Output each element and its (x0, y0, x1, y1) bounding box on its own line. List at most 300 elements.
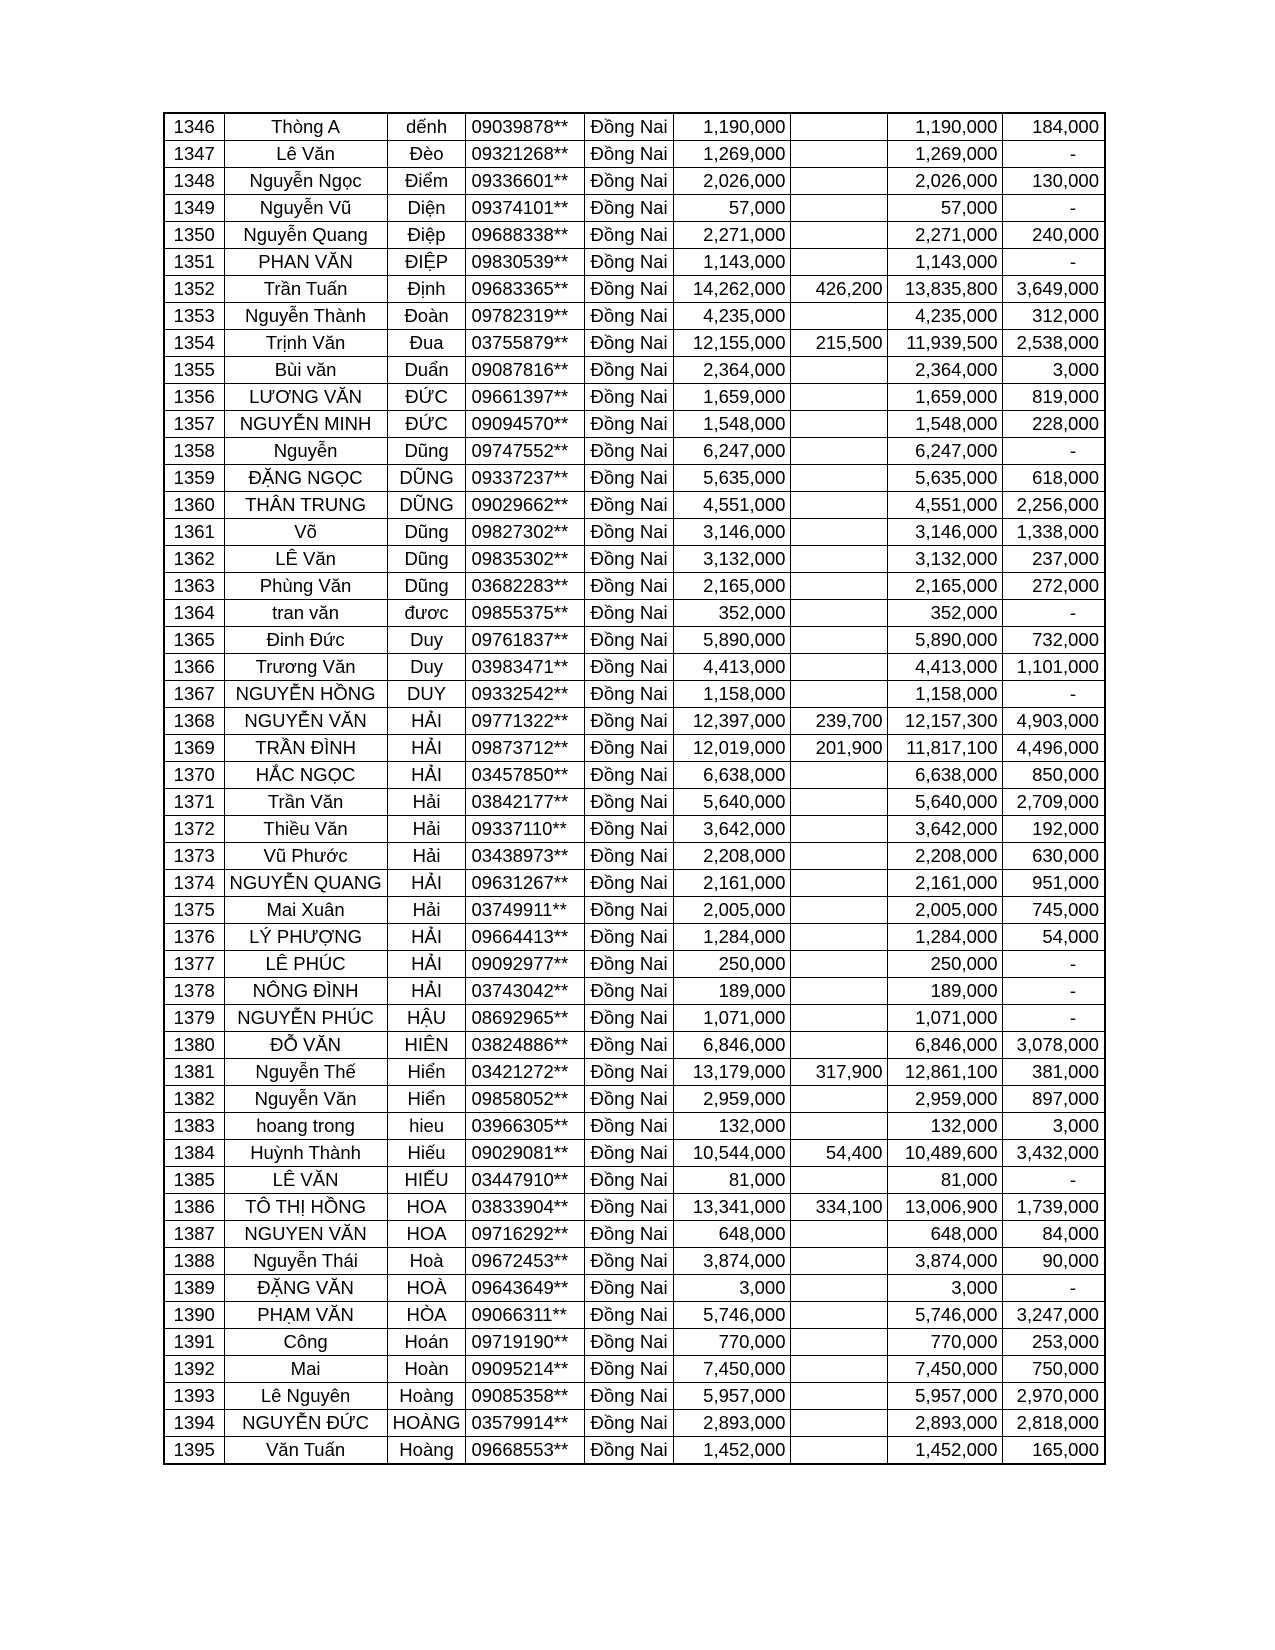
cell-phone: 09039878** (466, 113, 585, 141)
cell-first-name: Điểm (387, 168, 466, 195)
cell-amount-extra: 165,000 (1003, 1437, 1105, 1465)
cell-province: Đồng Nai (585, 924, 674, 951)
cell-amount-extra: - (1003, 195, 1105, 222)
cell-amount-extra: 897,000 (1003, 1086, 1105, 1113)
cell-phone: 03421272** (466, 1059, 585, 1086)
table-row (164, 924, 1105, 951)
cell-first-name: Đèo (387, 141, 466, 168)
cell-first-name: HIÊN (387, 1032, 466, 1059)
cell-amount-net: 648,000 (888, 1221, 1003, 1248)
cell-province: Đồng Nai (585, 681, 674, 708)
cell-amount-net: 132,000 (888, 1113, 1003, 1140)
cell-province: Đồng Nai (585, 735, 674, 762)
cell-amount-net: 11,939,500 (888, 330, 1003, 357)
cell-last-middle-name: NGUYỄN VĂN (224, 708, 387, 735)
cell-row-number: 1369 (164, 735, 224, 762)
cell-last-middle-name: Phùng Văn (224, 573, 387, 600)
cell-last-middle-name: Trần Tuấn (224, 276, 387, 303)
cell-amount-net: 12,157,300 (888, 708, 1003, 735)
cell-first-name: Hải (387, 789, 466, 816)
cell-province: Đồng Nai (585, 384, 674, 411)
cell-last-middle-name: LƯƠNG VĂN (224, 384, 387, 411)
table-row (164, 1356, 1105, 1383)
cell-province: Đồng Nai (585, 276, 674, 303)
cell-row-number: 1378 (164, 978, 224, 1005)
cell-row-number: 1374 (164, 870, 224, 897)
cell-phone: 09827302** (466, 519, 585, 546)
cell-amount-extra: 2,256,000 (1003, 492, 1105, 519)
cell-amount-deduction (791, 303, 888, 330)
cell-amount-deduction (791, 681, 888, 708)
cell-amount-deduction: 426,200 (791, 276, 888, 303)
cell-first-name: Hiếu (387, 1140, 466, 1167)
cell-amount-total: 770,000 (674, 1329, 791, 1356)
cell-last-middle-name: Nguyễn (224, 438, 387, 465)
cell-amount-total: 1,269,000 (674, 141, 791, 168)
cell-amount-total: 14,262,000 (674, 276, 791, 303)
cell-province: Đồng Nai (585, 1383, 674, 1410)
cell-amount-deduction (791, 546, 888, 573)
cell-first-name: HẢI (387, 708, 466, 735)
cell-amount-deduction (791, 168, 888, 195)
cell-amount-deduction (791, 1113, 888, 1140)
cell-amount-extra: 3,078,000 (1003, 1032, 1105, 1059)
cell-last-middle-name: NGUYEN VĂN (224, 1221, 387, 1248)
cell-last-middle-name: TRẦN ĐÌNH (224, 735, 387, 762)
cell-first-name: Hoán (387, 1329, 466, 1356)
cell-amount-extra: - (1003, 1005, 1105, 1032)
table-row (164, 1167, 1105, 1194)
cell-first-name: HẢI (387, 951, 466, 978)
cell-province: Đồng Nai (585, 870, 674, 897)
cell-first-name: HẢI (387, 762, 466, 789)
cell-phone: 09858052** (466, 1086, 585, 1113)
cell-amount-total: 1,158,000 (674, 681, 791, 708)
cell-province: Đồng Nai (585, 762, 674, 789)
cell-amount-extra: 90,000 (1003, 1248, 1105, 1275)
table-row (164, 897, 1105, 924)
cell-amount-deduction (791, 1302, 888, 1329)
cell-phone: 03749911** (466, 897, 585, 924)
cell-amount-extra: 381,000 (1003, 1059, 1105, 1086)
cell-province: Đồng Nai (585, 357, 674, 384)
cell-amount-total: 12,397,000 (674, 708, 791, 735)
cell-first-name: Dũng (387, 438, 466, 465)
cell-amount-net: 2,026,000 (888, 168, 1003, 195)
cell-phone: 09321268** (466, 141, 585, 168)
cell-last-middle-name: LÝ PHƯỢNG (224, 924, 387, 951)
cell-row-number: 1389 (164, 1275, 224, 1302)
cell-first-name: Duẩn (387, 357, 466, 384)
cell-amount-total: 1,548,000 (674, 411, 791, 438)
cell-amount-net: 352,000 (888, 600, 1003, 627)
cell-row-number: 1371 (164, 789, 224, 816)
cell-amount-total: 132,000 (674, 1113, 791, 1140)
cell-row-number: 1385 (164, 1167, 224, 1194)
cell-first-name: HẢI (387, 735, 466, 762)
cell-province: Đồng Nai (585, 789, 674, 816)
cell-amount-net: 6,638,000 (888, 762, 1003, 789)
cell-row-number: 1382 (164, 1086, 224, 1113)
table-row (164, 357, 1105, 384)
cell-row-number: 1363 (164, 573, 224, 600)
cell-amount-total: 6,247,000 (674, 438, 791, 465)
cell-amount-net: 1,158,000 (888, 681, 1003, 708)
cell-amount-extra: 54,000 (1003, 924, 1105, 951)
cell-row-number: 1353 (164, 303, 224, 330)
cell-phone: 09643649** (466, 1275, 585, 1302)
cell-phone: 03579914** (466, 1410, 585, 1437)
cell-province: Đồng Nai (585, 1437, 674, 1465)
table-row (164, 951, 1105, 978)
cell-amount-total: 1,143,000 (674, 249, 791, 276)
cell-amount-total: 2,005,000 (674, 897, 791, 924)
cell-row-number: 1367 (164, 681, 224, 708)
table-row (164, 600, 1105, 627)
cell-phone: 09029081** (466, 1140, 585, 1167)
cell-row-number: 1362 (164, 546, 224, 573)
cell-phone: 09830539** (466, 249, 585, 276)
cell-amount-deduction: 54,400 (791, 1140, 888, 1167)
cell-amount-deduction (791, 384, 888, 411)
cell-amount-deduction (791, 465, 888, 492)
cell-province: Đồng Nai (585, 1275, 674, 1302)
cell-province: Đồng Nai (585, 1032, 674, 1059)
cell-first-name: HẢI (387, 870, 466, 897)
cell-amount-net: 2,271,000 (888, 222, 1003, 249)
cell-last-middle-name: Mai Xuân (224, 897, 387, 924)
cell-first-name: ĐIỆP (387, 249, 466, 276)
cell-last-middle-name: NGUYỄN ĐỨC (224, 1410, 387, 1437)
cell-amount-deduction (791, 1005, 888, 1032)
cell-province: Đồng Nai (585, 141, 674, 168)
cell-province: Đồng Nai (585, 1059, 674, 1086)
table-row (164, 978, 1105, 1005)
table-row (164, 222, 1105, 249)
table-row (164, 1140, 1105, 1167)
table-row (164, 303, 1105, 330)
cell-first-name: DUY (387, 681, 466, 708)
cell-amount-net: 1,190,000 (888, 113, 1003, 141)
cell-row-number: 1375 (164, 897, 224, 924)
table-row (164, 681, 1105, 708)
cell-amount-deduction (791, 573, 888, 600)
table-row (164, 492, 1105, 519)
cell-last-middle-name: ĐẶNG VĂN (224, 1275, 387, 1302)
cell-amount-net: 6,846,000 (888, 1032, 1003, 1059)
table-row (164, 1059, 1105, 1086)
cell-amount-total: 5,957,000 (674, 1383, 791, 1410)
cell-amount-net: 3,000 (888, 1275, 1003, 1302)
cell-first-name: HOÀ (387, 1275, 466, 1302)
cell-phone: 09336601** (466, 168, 585, 195)
cell-amount-total: 3,132,000 (674, 546, 791, 573)
cell-province: Đồng Nai (585, 1302, 674, 1329)
cell-amount-total: 1,190,000 (674, 113, 791, 141)
cell-amount-total: 5,635,000 (674, 465, 791, 492)
table-row (164, 573, 1105, 600)
cell-row-number: 1393 (164, 1383, 224, 1410)
cell-amount-deduction (791, 627, 888, 654)
cell-amount-net: 2,959,000 (888, 1086, 1003, 1113)
cell-first-name: Hải (387, 897, 466, 924)
cell-last-middle-name: ĐỖ VĂN (224, 1032, 387, 1059)
cell-first-name: HIẾU (387, 1167, 466, 1194)
cell-amount-total: 5,640,000 (674, 789, 791, 816)
cell-amount-net: 11,817,100 (888, 735, 1003, 762)
cell-row-number: 1395 (164, 1437, 224, 1465)
cell-amount-deduction (791, 249, 888, 276)
cell-row-number: 1354 (164, 330, 224, 357)
cell-amount-net: 1,269,000 (888, 141, 1003, 168)
cell-amount-deduction (791, 1248, 888, 1275)
data-table (163, 112, 1106, 1465)
cell-amount-deduction (791, 1167, 888, 1194)
cell-row-number: 1358 (164, 438, 224, 465)
cell-row-number: 1390 (164, 1302, 224, 1329)
cell-amount-deduction (791, 1221, 888, 1248)
cell-province: Đồng Nai (585, 1167, 674, 1194)
cell-amount-deduction: 201,900 (791, 735, 888, 762)
cell-phone: 09719190** (466, 1329, 585, 1356)
table-row (164, 195, 1105, 222)
cell-amount-deduction (791, 978, 888, 1005)
cell-amount-net: 2,893,000 (888, 1410, 1003, 1437)
cell-row-number: 1392 (164, 1356, 224, 1383)
cell-amount-net: 4,235,000 (888, 303, 1003, 330)
cell-phone: 08692965** (466, 1005, 585, 1032)
cell-amount-total: 13,179,000 (674, 1059, 791, 1086)
cell-amount-total: 57,000 (674, 195, 791, 222)
cell-amount-net: 13,006,900 (888, 1194, 1003, 1221)
cell-province: Đồng Nai (585, 222, 674, 249)
cell-province: Đồng Nai (585, 519, 674, 546)
cell-amount-extra: 4,903,000 (1003, 708, 1105, 735)
cell-amount-deduction (791, 897, 888, 924)
cell-amount-deduction (791, 654, 888, 681)
cell-amount-total: 81,000 (674, 1167, 791, 1194)
cell-phone: 09688338** (466, 222, 585, 249)
cell-amount-deduction (791, 222, 888, 249)
cell-phone: 09835302** (466, 546, 585, 573)
cell-amount-total: 1,452,000 (674, 1437, 791, 1465)
cell-first-name: Đua (387, 330, 466, 357)
cell-last-middle-name: Văn Tuấn (224, 1437, 387, 1465)
cell-last-middle-name: hoang trong (224, 1113, 387, 1140)
cell-phone: 09782319** (466, 303, 585, 330)
cell-last-middle-name: NGUYỄN PHÚC (224, 1005, 387, 1032)
cell-province: Đồng Nai (585, 438, 674, 465)
table-row (164, 519, 1105, 546)
cell-amount-net: 2,161,000 (888, 870, 1003, 897)
cell-phone: 09087816** (466, 357, 585, 384)
cell-row-number: 1377 (164, 951, 224, 978)
cell-last-middle-name: Nguyễn Quang (224, 222, 387, 249)
cell-amount-total: 3,146,000 (674, 519, 791, 546)
table-row (164, 411, 1105, 438)
cell-row-number: 1368 (164, 708, 224, 735)
cell-phone: 09085358** (466, 1383, 585, 1410)
cell-amount-total: 12,019,000 (674, 735, 791, 762)
cell-row-number: 1356 (164, 384, 224, 411)
cell-row-number: 1394 (164, 1410, 224, 1437)
cell-amount-deduction: 317,900 (791, 1059, 888, 1086)
cell-amount-extra: 819,000 (1003, 384, 1105, 411)
cell-row-number: 1388 (164, 1248, 224, 1275)
cell-amount-total: 250,000 (674, 951, 791, 978)
cell-last-middle-name: Huỳnh Thành (224, 1140, 387, 1167)
cell-row-number: 1350 (164, 222, 224, 249)
cell-last-middle-name: NÔNG ĐÌNH (224, 978, 387, 1005)
cell-amount-deduction (791, 1329, 888, 1356)
cell-province: Đồng Nai (585, 465, 674, 492)
table-row (164, 654, 1105, 681)
cell-last-middle-name: Nguyễn Ngọc (224, 168, 387, 195)
cell-amount-total: 12,155,000 (674, 330, 791, 357)
cell-last-middle-name: Trương Văn (224, 654, 387, 681)
cell-amount-net: 2,005,000 (888, 897, 1003, 924)
cell-amount-deduction (791, 816, 888, 843)
cell-first-name: Dũng (387, 546, 466, 573)
table-row (164, 1383, 1105, 1410)
cell-last-middle-name: Bùi văn (224, 357, 387, 384)
cell-row-number: 1391 (164, 1329, 224, 1356)
cell-amount-total: 6,638,000 (674, 762, 791, 789)
cell-province: Đồng Nai (585, 978, 674, 1005)
cell-amount-extra: 272,000 (1003, 573, 1105, 600)
table-row (164, 735, 1105, 762)
cell-province: Đồng Nai (585, 168, 674, 195)
table-row (164, 1086, 1105, 1113)
cell-amount-deduction: 334,100 (791, 1194, 888, 1221)
cell-first-name: HÒA (387, 1302, 466, 1329)
cell-row-number: 1370 (164, 762, 224, 789)
cell-last-middle-name: Nguyễn Văn (224, 1086, 387, 1113)
table-row (164, 384, 1105, 411)
cell-province: Đồng Nai (585, 573, 674, 600)
cell-province: Đồng Nai (585, 600, 674, 627)
cell-amount-net: 5,746,000 (888, 1302, 1003, 1329)
cell-last-middle-name: LÊ PHÚC (224, 951, 387, 978)
cell-amount-total: 7,450,000 (674, 1356, 791, 1383)
table-row (164, 546, 1105, 573)
cell-province: Đồng Nai (585, 843, 674, 870)
cell-amount-total: 4,413,000 (674, 654, 791, 681)
cell-amount-deduction (791, 951, 888, 978)
cell-amount-extra: - (1003, 1167, 1105, 1194)
cell-phone: 03842177** (466, 789, 585, 816)
cell-amount-extra: - (1003, 249, 1105, 276)
cell-amount-net: 3,874,000 (888, 1248, 1003, 1275)
cell-row-number: 1361 (164, 519, 224, 546)
cell-amount-total: 2,271,000 (674, 222, 791, 249)
cell-first-name: Hoà (387, 1248, 466, 1275)
cell-amount-total: 5,746,000 (674, 1302, 791, 1329)
cell-amount-extra: - (1003, 141, 1105, 168)
cell-amount-total: 1,071,000 (674, 1005, 791, 1032)
cell-row-number: 1360 (164, 492, 224, 519)
cell-last-middle-name: Thòng A (224, 113, 387, 141)
table-row (164, 438, 1105, 465)
cell-amount-deduction (791, 492, 888, 519)
table-row (164, 249, 1105, 276)
cell-amount-extra: 1,739,000 (1003, 1194, 1105, 1221)
cell-phone: 09094570** (466, 411, 585, 438)
cell-amount-deduction (791, 519, 888, 546)
cell-last-middle-name: LÊ Văn (224, 546, 387, 573)
table-row (164, 1329, 1105, 1356)
cell-amount-total: 2,893,000 (674, 1410, 791, 1437)
cell-row-number: 1359 (164, 465, 224, 492)
cell-amount-net: 2,364,000 (888, 357, 1003, 384)
cell-row-number: 1355 (164, 357, 224, 384)
cell-amount-deduction (791, 870, 888, 897)
cell-amount-net: 189,000 (888, 978, 1003, 1005)
cell-phone: 03755879** (466, 330, 585, 357)
cell-amount-deduction (791, 924, 888, 951)
cell-amount-extra: 951,000 (1003, 870, 1105, 897)
cell-first-name: DŨNG (387, 492, 466, 519)
cell-province: Đồng Nai (585, 195, 674, 222)
cell-amount-net: 4,551,000 (888, 492, 1003, 519)
cell-row-number: 1352 (164, 276, 224, 303)
cell-amount-extra: 228,000 (1003, 411, 1105, 438)
table-row (164, 870, 1105, 897)
table-row (164, 330, 1105, 357)
cell-amount-deduction (791, 438, 888, 465)
table-row (164, 816, 1105, 843)
cell-amount-net: 81,000 (888, 1167, 1003, 1194)
table-row (164, 1032, 1105, 1059)
cell-last-middle-name: ĐẶNG NGỌC (224, 465, 387, 492)
cell-province: Đồng Nai (585, 654, 674, 681)
cell-amount-net: 3,642,000 (888, 816, 1003, 843)
cell-amount-net: 1,284,000 (888, 924, 1003, 951)
cell-province: Đồng Nai (585, 1221, 674, 1248)
cell-amount-total: 2,161,000 (674, 870, 791, 897)
cell-phone: 09332542** (466, 681, 585, 708)
cell-province: Đồng Nai (585, 303, 674, 330)
cell-province: Đồng Nai (585, 1356, 674, 1383)
cell-row-number: 1379 (164, 1005, 224, 1032)
cell-row-number: 1346 (164, 113, 224, 141)
cell-phone: 09683365** (466, 276, 585, 303)
table-row (164, 843, 1105, 870)
cell-last-middle-name: NGUYỄN HỒNG (224, 681, 387, 708)
cell-province: Đồng Nai (585, 1086, 674, 1113)
cell-amount-extra: 1,101,000 (1003, 654, 1105, 681)
cell-amount-deduction (791, 195, 888, 222)
cell-amount-deduction (791, 411, 888, 438)
cell-phone: 03682283** (466, 573, 585, 600)
cell-first-name: Duy (387, 627, 466, 654)
cell-amount-net: 3,132,000 (888, 546, 1003, 573)
cell-amount-total: 3,642,000 (674, 816, 791, 843)
cell-amount-extra: 750,000 (1003, 1356, 1105, 1383)
cell-first-name: Hải (387, 816, 466, 843)
cell-amount-extra: 4,496,000 (1003, 735, 1105, 762)
cell-amount-extra: 2,970,000 (1003, 1383, 1105, 1410)
cell-row-number: 1365 (164, 627, 224, 654)
cell-amount-extra: 240,000 (1003, 222, 1105, 249)
table-body (164, 113, 1105, 1464)
cell-last-middle-name: Đinh Đức (224, 627, 387, 654)
table-row (164, 1005, 1105, 1032)
cell-amount-extra: 3,432,000 (1003, 1140, 1105, 1167)
cell-phone: 03966305** (466, 1113, 585, 1140)
cell-province: Đồng Nai (585, 249, 674, 276)
cell-first-name: HẬU (387, 1005, 466, 1032)
